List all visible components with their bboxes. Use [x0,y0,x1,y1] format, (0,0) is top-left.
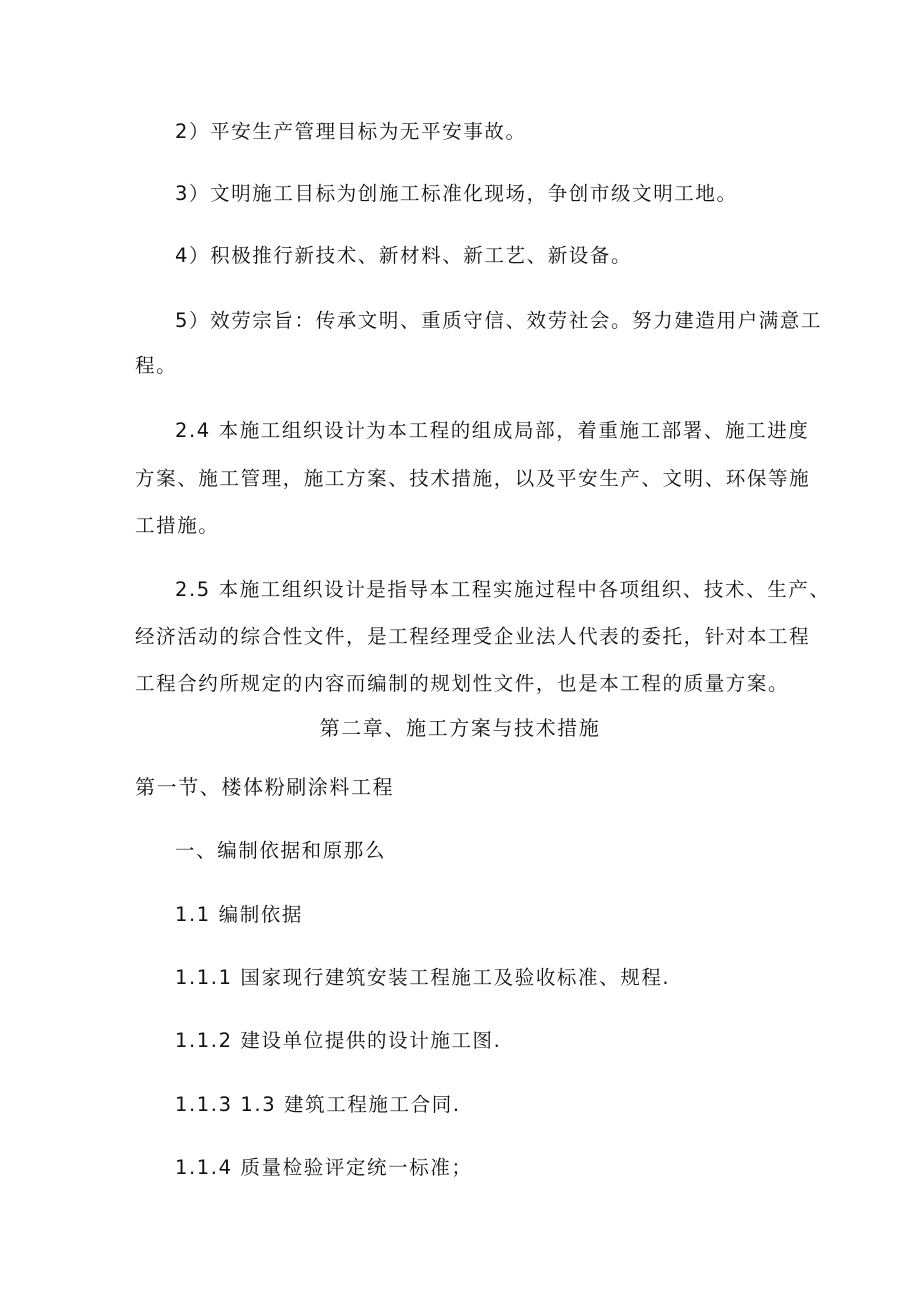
goal-innovation-line: 4）积极推行新技术、新材料、新工艺、新设备。 [175,244,633,267]
item-1-1: 1.1 编制依据 [175,903,304,926]
goal-safety-line: 2）平安生产管理目标为无平安事故。 [175,120,527,143]
section-heading: 第一节、楼体粉刷涂料工程 [135,775,395,799]
paragraph-2-5-line-1: 2.5 本施工组织设计是指导本工程实施过程中各项组织、技术、生产、 [175,578,831,601]
item-1-1-4: 1.1.4 质量检验评定统一标准； [175,1156,473,1179]
item-1-1-3: 1.1.3 1.3 建筑工程施工合同. [175,1093,461,1116]
item-1-1-1: 1.1.1 国家现行建筑安装工程施工及验收标准、规程. [175,966,671,989]
service-tenet-line: 5）效劳宗旨：传承文明、重质守信、效劳社会。努力建造用户满意工 [175,309,823,332]
paragraph-2-5-line-3: 工程合约所规定的内容而编制的规划性文件，也是本工程的质量方案。 [135,672,790,695]
subsection-heading: 一、编制依据和原那么 [175,839,387,862]
paragraph-2-4-line-3: 工措施。 [135,514,220,537]
paragraph-2-4-line-1: 2.4 本施工组织设计为本工程的组成局部，着重施工部署、施工进度 [175,419,810,442]
service-tenet-line-cont: 程。 [135,354,178,377]
chapter-heading: 第二章、施工方案与技术措施 [319,716,601,740]
item-1-1-2: 1.1.2 建设单位提供的设计施工图. [175,1029,502,1052]
paragraph-2-5-line-2: 经济活动的综合性文件，是工程经理受企业法人代表的委托，针对本工程 [135,625,811,648]
paragraph-2-4-line-2: 方案、施工管理，施工方案、技术措施，以及平安生产、文明、环保等施 [135,467,811,490]
goal-civilized-line: 3）文明施工目标为创施工标准化现场，争创市级文明工地。 [175,182,738,205]
